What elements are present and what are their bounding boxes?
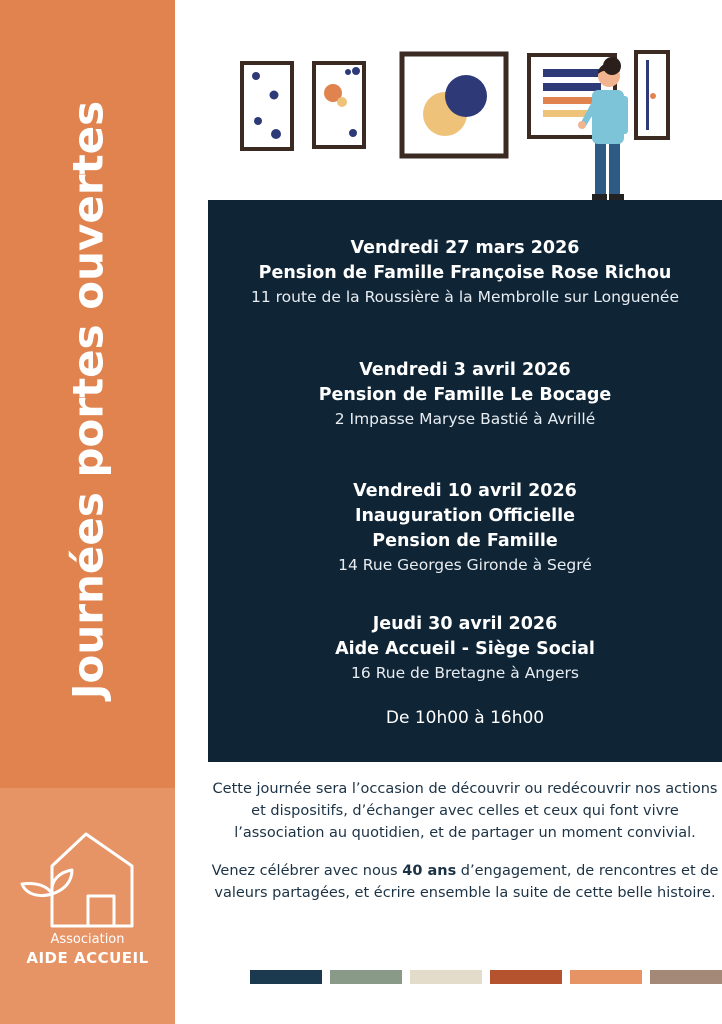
description-text: Venez célébrer avec nous (211, 863, 403, 879)
event-address: 2 Impasse Maryse Bastié à Avrillé (334, 410, 596, 428)
description-paragraph-2 (208, 860, 722, 904)
event-2 (208, 358, 722, 431)
frame-large-circles-icon (402, 54, 506, 156)
event-date: Vendredi 27 mars 2026 (350, 238, 580, 258)
event-date: Vendredi 3 avril 2026 (359, 360, 571, 380)
vertical-title: Journées portes ouvertes (63, 100, 113, 700)
event-name: Pension de Famille Françoise Rose Richou (258, 263, 672, 283)
event-name-line2: Pension de Famille (372, 531, 558, 551)
event-date: Jeudi 30 avril 2026 (372, 614, 558, 634)
event-1 (208, 236, 722, 309)
event-name: Inauguration Officielle (354, 506, 576, 526)
description (208, 778, 722, 904)
color-swatch (570, 970, 642, 984)
event-address: 16 Rue de Bretagne à Angers (351, 664, 579, 682)
anniversary-highlight: 40 ans (402, 863, 457, 879)
color-swatch (330, 970, 402, 984)
color-swatches (250, 970, 722, 984)
events-panel (208, 200, 722, 762)
event-name: Pension de Famille Le Bocage (318, 385, 612, 405)
event-address: 14 Rue Georges Gironde à Segré (338, 556, 592, 574)
event-date: Vendredi 10 avril 2026 (353, 481, 577, 501)
description-paragraph-1: Cette journée sera l’occasion de découvrir ou redécouvrir nos actions et dispositifs, d’échanger avec celles et ceux qui font vivre l’association au quotidien, et de partager un moment convivial. (212, 781, 718, 841)
logo-association-label: Association (50, 932, 125, 947)
color-swatch (410, 970, 482, 984)
event-address: 11 route de la Roussière à la Membrolle sur Longuenée (251, 288, 679, 306)
description-text: d’engagement, de rencontres et de valeurs partagées, et écrire ensemble la suite de cette belle histoire. (214, 863, 719, 901)
opening-hours: De 10h00 à 16h00 (385, 708, 545, 728)
color-swatch (250, 970, 322, 984)
event-name: Aide Accueil - Siège Social (335, 639, 595, 659)
gallery-illustration (232, 40, 682, 206)
event-4 (208, 612, 722, 685)
side-banner (0, 0, 175, 1024)
frame-line-icon (636, 52, 668, 138)
house-with-leaves-icon (18, 820, 138, 930)
event-3 (208, 479, 722, 577)
color-swatch (490, 970, 562, 984)
frame-small-circles-icon (314, 63, 364, 147)
color-swatch (650, 970, 722, 984)
frame-dots-icon (242, 63, 292, 149)
logo-name: AIDE ACCUEIL (26, 949, 149, 967)
association-logo (0, 820, 175, 980)
